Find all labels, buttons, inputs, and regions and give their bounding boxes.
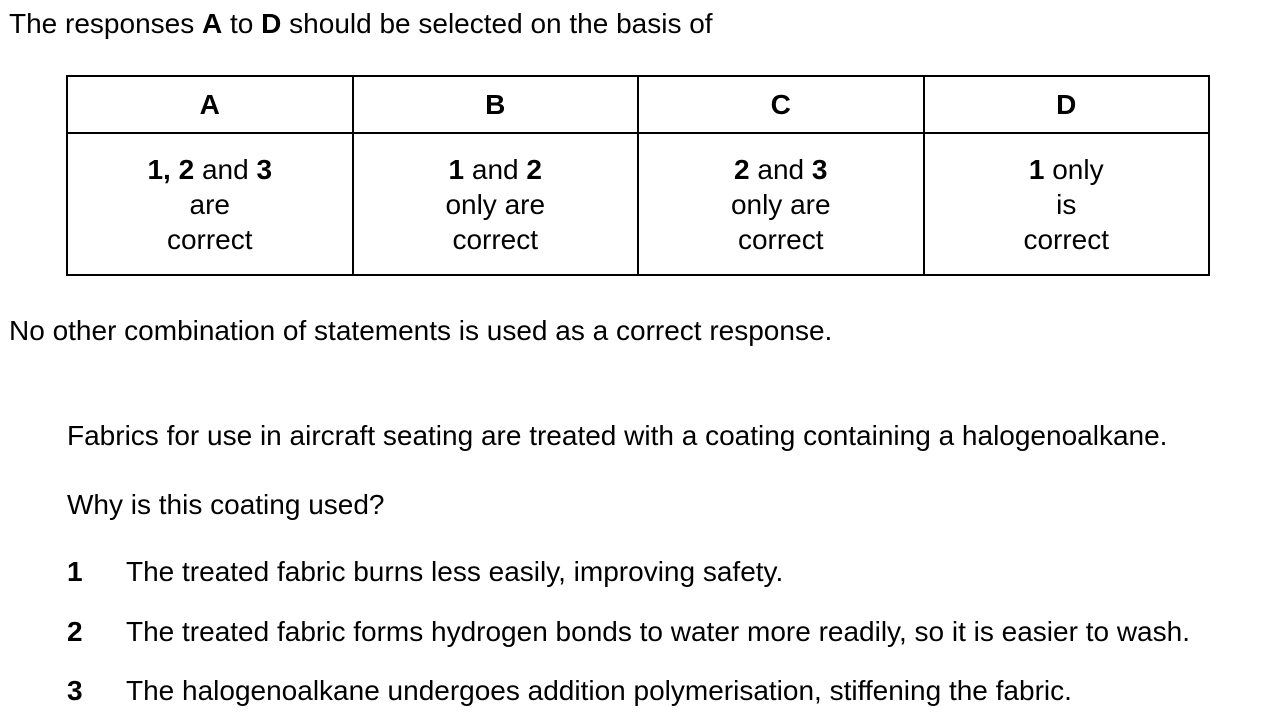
key-cell-text: correct <box>1023 223 1110 255</box>
header-cell-a: A <box>67 76 353 133</box>
key-cell-c-line-3 <box>639 222 923 257</box>
statement-number-label: 1, 2 <box>147 153 195 185</box>
key-cell-text: only <box>1044 153 1104 185</box>
no-other-combination-note: No other combination of statements is used as a correct response. <box>9 315 833 346</box>
instructions-line <box>9 10 713 38</box>
key-cell-d-line-1 <box>925 152 1209 187</box>
key-cell-text: are <box>189 188 230 220</box>
statement-number-label: 1 <box>448 153 465 185</box>
key-cell-c-line-1 <box>639 152 923 187</box>
key-cell-text: and <box>749 153 812 185</box>
key-cell-c-line-2 <box>639 187 923 222</box>
key-cell-a-line-2 <box>68 187 352 222</box>
statement-1-text: The treated fabric burns less easily, improving safety. <box>126 556 784 587</box>
key-cell-d-line-2 <box>925 187 1209 222</box>
statement-3-text: The halogenoalkane undergoes addition polymerisation, stiffening the fabric. <box>126 675 1072 706</box>
key-cell-text: only are <box>730 188 831 220</box>
response-key-header-row <box>67 76 1209 133</box>
response-key-table <box>66 75 1210 276</box>
key-cell-a <box>67 133 353 275</box>
key-cell-d-line-3 <box>925 222 1209 257</box>
statement-number-label: 3 <box>811 153 828 185</box>
instructions-text-start: The responses <box>9 8 202 39</box>
key-cell-b-line-2 <box>354 187 638 222</box>
header-cell-d: D <box>924 76 1210 133</box>
key-cell-text: correct <box>166 223 253 255</box>
header-cell-b: B <box>353 76 639 133</box>
key-cell-text: correct <box>737 223 824 255</box>
statement-number-label: 2 <box>526 153 542 185</box>
key-cell-text: is <box>1056 188 1077 220</box>
key-cell-a-line-1 <box>68 152 352 187</box>
response-key-body-row <box>67 133 1209 275</box>
statement-2-number: 2 <box>67 616 83 647</box>
key-cell-text: and <box>464 153 527 185</box>
statement-number-label: 3 <box>256 153 273 185</box>
key-cell-text: correct <box>452 223 539 255</box>
key-cell-b <box>353 133 639 275</box>
response-letter-d: D <box>261 8 282 39</box>
key-cell-text: and <box>194 153 257 185</box>
statement-number-label: 1 <box>1028 153 1045 185</box>
statement-number-label: 2 <box>734 153 750 185</box>
question-prompt: Why is this coating used? <box>67 489 385 520</box>
header-cell-c: C <box>638 76 924 133</box>
statement-1-number: 1 <box>67 556 83 587</box>
key-cell-b-line-1 <box>354 152 638 187</box>
key-cell-a-line-3 <box>68 222 352 257</box>
key-cell-c <box>638 133 924 275</box>
instructions-text-end: should be selected on the basis of <box>281 8 713 39</box>
key-cell-b-line-3 <box>354 222 638 257</box>
instructions-text-to: to <box>222 8 262 39</box>
response-letter-a: A <box>202 8 223 39</box>
key-cell-d <box>924 133 1210 275</box>
question-stem: Fabrics for use in aircraft seating are treated with a coating containing a halogenoalkane. <box>67 420 1168 451</box>
key-cell-text: only are <box>445 188 546 220</box>
statement-2-text: The treated fabric forms hydrogen bonds to water more readily, so it is easier to wash. <box>126 616 1190 647</box>
statement-3-number: 3 <box>67 675 83 706</box>
